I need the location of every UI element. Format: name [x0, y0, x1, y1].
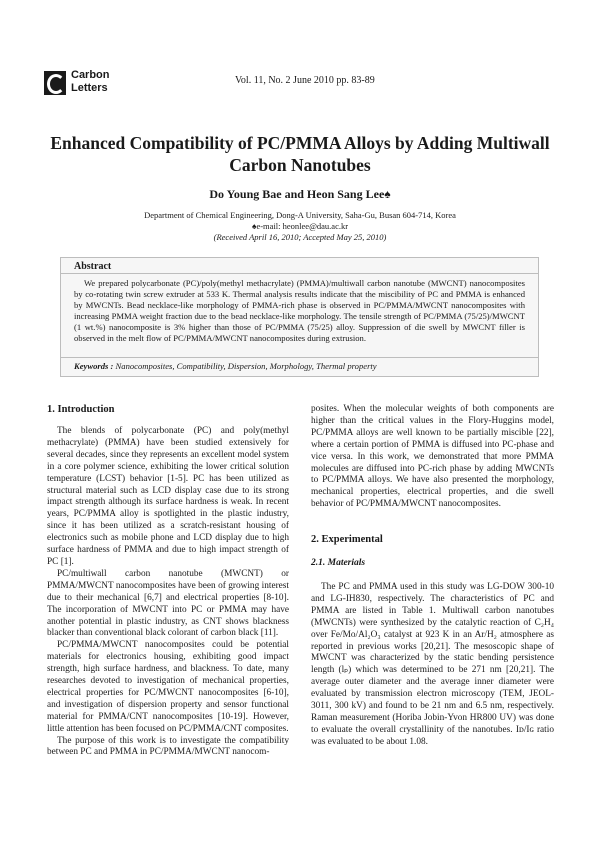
keywords — [74, 361, 525, 371]
subsection-heading-materials: 2.1. Materials — [311, 558, 366, 568]
journal-reference: Vol. 11, No. 2 June 2010 pp. 83-89 — [235, 75, 375, 86]
keywords-list: Nanocomposites, Compatibility, Dispersion, Morphology, Thermal property — [115, 361, 377, 371]
keywords-label: Keywords : — [74, 361, 114, 371]
paragraph: PC/multiwall carbon nanotube (MWCNT) or PMMA/MWCNT nanocomposites have been of growing interest due to their mechanical [6,7] and electrical properties [8-10]. The incorporation of MWCNT into PC or PMMA may have another potential in plastic industry, as CNT shows blackness blacker than conventional black colorant of carbon black [11]. — [47, 568, 289, 639]
keywords-divider — [60, 357, 539, 358]
paragraph: PC/PMMA/MWCNT nanocomposites could be potential materials for electronics housing, exhibiting good impact strength, high surface hardness, and blackness. To date, many researches devoted to investigation of mechanical properties, electrical properties for PC/MWCNT nanocomposites [6-10], and investigation of dispersion property and sensor functional material for PMMA/CNT nanocomposites [10-19]. However, little attention has been focused on PC/PMMA/CNT composites. — [47, 640, 289, 734]
section-heading-introduction: 1. Introduction — [47, 404, 115, 415]
logo-text — [71, 69, 110, 95]
carbon-letters-logo-icon — [44, 71, 66, 95]
authors: Do Young Bae and Heon Sang Lee♠ — [209, 187, 391, 201]
affiliation: Department of Chemical Engineering, Dong-A University, Saha-Gu, Busan 604-714, Korea — [144, 210, 456, 220]
abstract-divider — [60, 273, 539, 274]
logo-line-2: Letters — [71, 82, 108, 94]
right-column-text-top — [311, 404, 554, 511]
paper-title — [40, 132, 560, 176]
title-line-1: Enhanced Compatibility of PC/PMMA Alloys by Adding Multiwall — [50, 133, 550, 153]
received-dates: (Received April 16, 2010; Accepted May 25, 2010) — [213, 232, 387, 242]
email: ♠e-mail: heonlee@dau.ac.kr — [251, 221, 349, 231]
paragraph: The purpose of this work is to investigate the compatibility between PC and PMMA in PC/PMMA/MWCNT nanocom- — [47, 735, 289, 758]
paragraph: The blends of polycarbonate (PC) and poly(methyl methacrylate) (PMMA) have been studied extensively for several decades, since they represents an excellent model system in a core polymer science, exhibiting the lower critical solution temperature (LCST) behavior [1-5]. PC has been utilized as structural material such as LCD display case due to its strong impact strength although its surface hardness is weak. In recent years, PC/PMMA alloy is spotlighted in the plastic industry, since it has been utilized as a scratch-resistant housing of electronics such as mobile phone and LCD display due to high surface hardness of PMMA and due to high impact strength of PC [1]. — [47, 426, 289, 567]
journal-logo — [44, 70, 124, 98]
paragraph: posites. When the molecular weights of both components are higher than the critical values in the Flory-Huggins model, PC/PMMA alloys are well known to be partially miscible [22], where a certain portion of PMMA is diffused into PC-phase and vice versa. In this work, we demonstrated that more PMMA molecules are diffused into PC-rich phase by adding MWCNTs to PC/PMMA alloys. We have also presented the morphology, mechanical properties, electrical properties, and die swell behavior of PC/PMMA/MWCNT nanocomposites. — [311, 404, 554, 510]
logo-line-1: Carbon — [71, 69, 110, 81]
abstract-text: We prepared polycarbonate (PC)/poly(methyl methacrylate) (PMMA)/multiwall carbon nanotube (MWCNT) nanocomposites by co-rotating twin screw extruder at 533 K. Thermal analysis results indicate that the miscibility of PC and PMMA is enhanced by MWCNTs. Bead necklace-like morphology of PMMA-rich phase is observed in PC/PMMA/MWCNT nanocomposites with increasing PMMA weight fraction due to the bead necklace-like morphology. The tensile strength of PC/PMMA (75/25)/MWCNT (1 wt.%) nanocomposite is 3% higher than those of PC/PMMA (75/25) alloy. Suppression of die swell by MWCNT filler is observed in the melt flow of PC/PMMA/MWCNT nanocomposites during extrusion. — [74, 278, 525, 343]
affiliation-block — [40, 210, 560, 243]
section-heading-experimental: 2. Experimental — [311, 534, 383, 545]
abstract-heading: Abstract — [74, 261, 112, 272]
title-line-2: Carbon Nanotubes — [229, 155, 371, 175]
right-column-text-materials — [311, 582, 554, 749]
paragraph: The PC and PMMA used in this study was LG-DOW 300-10 and LG-IH830, respectively. The characteristics of PC and PMMA are listed in Table 1. Multiwall carbon nanotubes (MWCNTs) were synthesized by the catalytic reaction of C₂H₄ over Fe/Mo/Al₂O₃ catalyst at 923 K in an Ar/H₂ atmosphere as reported in previous works [20,21]. The mesoscopic shape of MWCNT was characterized by the static bending persistence length (lₚ) which was determined to be 271 nm [20,21]. The average outer diameter and the average inner diameter were evaluated by transmission electron microscopy (TEM, JEOL-3011, 300 kV) and found to be 21 nm and 6.5 nm, respectively. Raman measurement (Horiba Jobin-Yvon HR800 UV) was done to evaluate the overall crystallinity of the nanotubes. Iᴅ/Iɢ ratio was evaluated to be about 1.08. — [311, 582, 554, 747]
left-column-text — [47, 426, 289, 759]
